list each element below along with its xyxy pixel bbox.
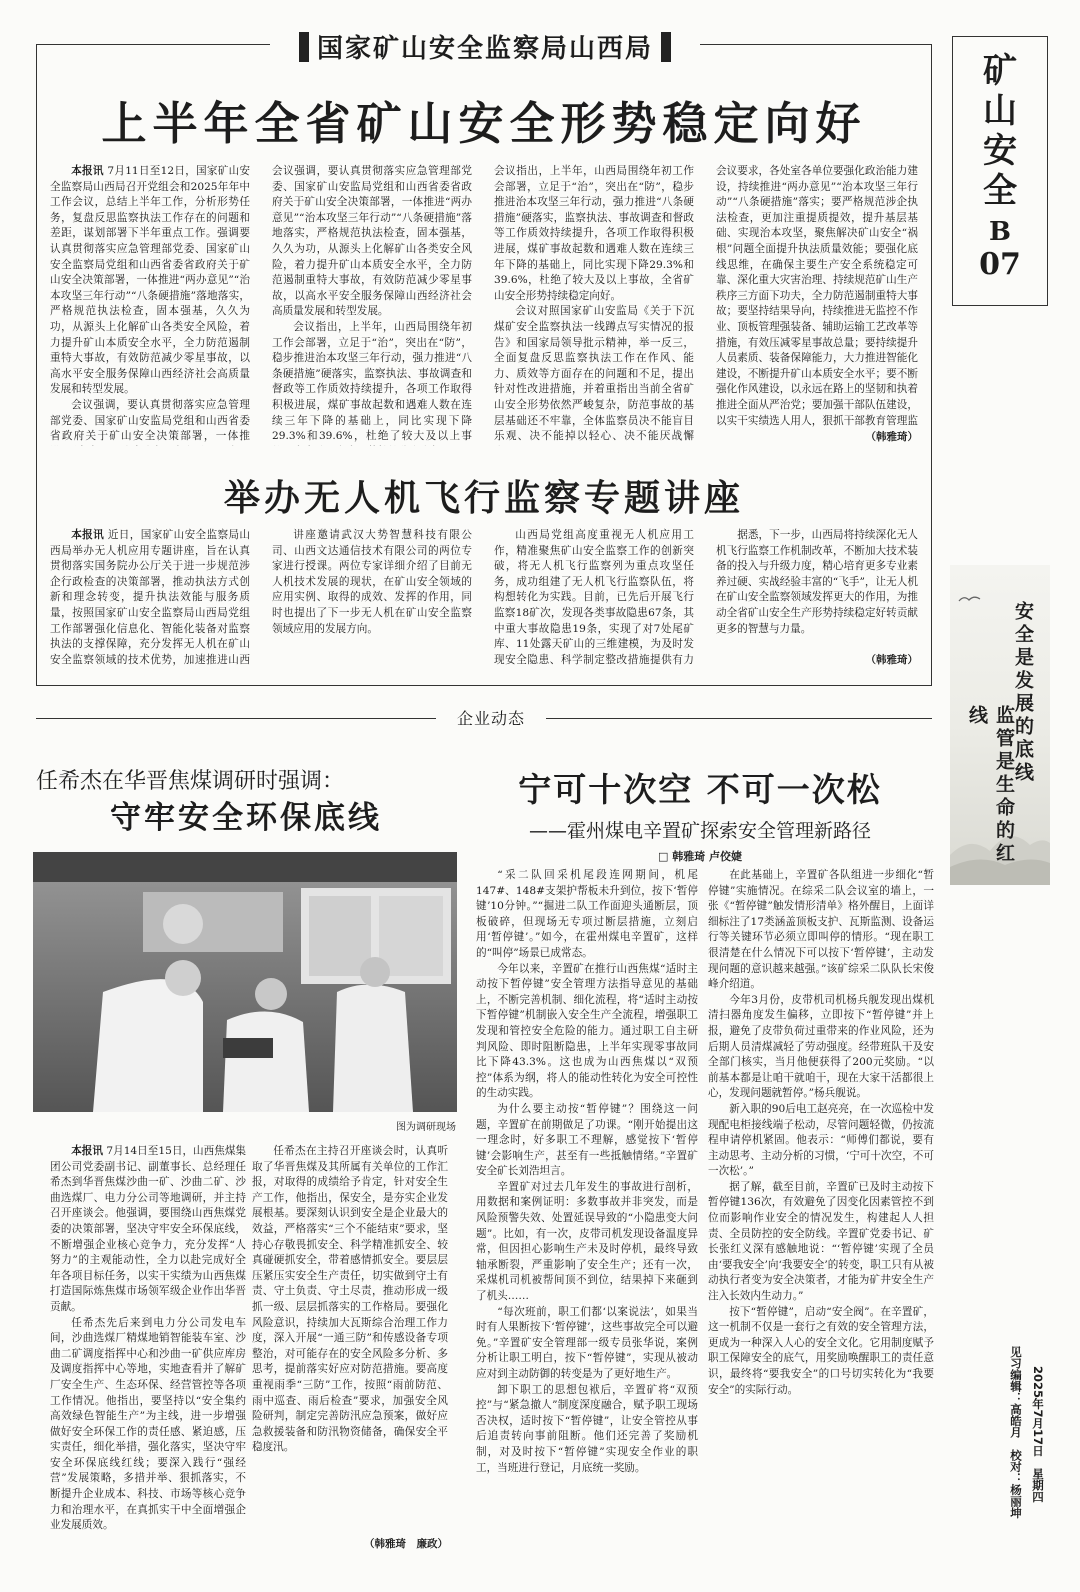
article1-col-2 [272, 164, 472, 446]
header-bar-right [661, 32, 671, 62]
article3-paragraph: 本报讯 7月14日至15日，山西焦煤集团公司党委副书记、副董事长、总经理任希杰到华晋焦煤沙曲一矿、沙曲二矿、沙曲选煤厂、电力分公司等地调研，并主持召开座谈会。他强调，要围绕山西焦煤党委的决策部署，坚决守牢安全环保底线，不断增强企业核心竞争力，充分发挥“人努力”的主观能动性，全力以赴完成好全年各项目标任务，以实干实绩为山西焦煤打造国际炼焦煤市场领军级企业作出华晋贡献。 [50, 1145, 246, 1313]
article2-col-2 [272, 528, 472, 668]
article1-paragraph: 会议强调，要认真贯彻落实应急管理部党委、国家矿山安监局党组和山西省委省政府关于矿山安全决策部署，一体推 [50, 398, 250, 443]
section-label [36, 704, 932, 734]
article1-paragraph: 会议指出，上半年，山西局围绕年初工作会部署，立足于“治”，突出在“防”，稳步推进治本攻坚三年行动，强力推进“八条硬措施”硬落实，监察执法、事故调查和督政等工作质效持续提升，各项工作取得积极进展，煤矿事故起数和遇难人数在连续三年下降的基础上，同比实现下降29.3%和39.6%，杜绝了较大及以上事故，全省矿山安全形势持续稳定向好。 [494, 165, 694, 302]
page-credits [1008, 1346, 1048, 1574]
article3-kicker: 任希杰在华晋焦煤调研时强调： [36, 769, 345, 794]
section-header-title: 国家矿山安全监察局山西局 [316, 34, 653, 64]
bird-icon [958, 593, 982, 607]
article1-lead: 本报讯 [71, 165, 104, 177]
article4-title: 宁可十次空 不可一次松 [518, 770, 882, 809]
masthead-title [953, 51, 1047, 211]
article1-byline: （韩雅琦） [865, 431, 918, 443]
article1-paragraph: 本报讯 7月11日至12日，国家矿山安全监察局山西局召开党组会和2025年年中工作会议，总结上半年工作，分析形势任务，复盘反思监察执法工作存在的问题和差距，谋划部署下半年重点工作。强调要认真贯彻落实应急管理部党委、国家矿山安全监察局党组和山西省委省政府关于矿山安全决策部署，一体推进“两办意见”“治本攻坚三年行动”“八条硬措施”落地落实，严格规范执法检查，固本强基，久久为功，从源头上化解矿山各类安全风险，着力提升矿山本质安全水平，全力防范遏制重特大事故，有效防范减少零星事故，以高水平安全服务保障山西经济社会高质量发展和转型发展。 [50, 165, 250, 396]
article4-paragraph: 新入职的90后电工赵亮亮，在一次巡检中发现配电柜接线端子松动，尽管问题轻微，仍按流程申请停机紧固。他表示：“师傅们都说，要有主动思考、主动分析的习惯，‘宁可十次空，不可一次松’。” [708, 1102, 934, 1178]
slogan-panel [950, 565, 1050, 885]
slogan-line-1: 安全是发展的底线 [1012, 601, 1034, 785]
article2-paragraph: 本报讯 近日，国家矿山安全监察局山西局举办无人机应用专题讲座，旨在认真贯彻落实国务院办公厅关于进一步规范涉企行政检查的决策部署，推动执法方式创新和理念转变，提升执法效能与服务质量，按照国家矿山安全监察局山西局党组工作部署强化信息化、智能化装备对监察执法的支撑保障，充分发挥无人机在矿山安全监察领域的技术优势，加速推进山西 [50, 529, 250, 666]
masthead-section: B [989, 217, 1011, 247]
article2-paragraph: 讲座邀请武汉大势智慧科技有限公司、山西文达通信技术有限公司的两位专家进行授课。两位专家详细介绍了目前无人机技术发展的现状，在矿山安全领域的应用实例、取得的成效、发挥的作用，同时也提出了下一步无人机在矿山安全监察领域应用的发展方向。 [272, 529, 472, 635]
section-header [270, 28, 700, 72]
masthead-char-2: 山 [983, 91, 1017, 131]
masthead-page: 07 [979, 247, 1021, 282]
issue-date: 2025年7月17日 星期四 [1031, 1366, 1045, 1503]
section-label-text: 企业动态 [456, 709, 525, 728]
article1-col-3 [494, 164, 694, 446]
article3-title: 守牢安全环保底线 [110, 800, 382, 836]
article2-title: 举办无人机飞行监察专题讲座 [223, 478, 744, 519]
article1-paragraph: 会议对照国家矿山安监局《关于下沉煤矿安全监察执法一线蹲点写实情况的报告》和国家局领导批示精神，举一反三，全面复盘反思监察执法工作在作风、能力、质效等方面存在的问题和不足，提出针对性改进措施，并着重指出当前全省矿山安全形势依然严峻复杂，防范事故的基层基础还不牢靠，全体监察员决不能盲目乐观、决不能掉以轻心、决不能厌战懈 [494, 305, 694, 443]
article1-title: 上半年全省矿山安全形势稳定向好 [101, 97, 867, 150]
header-bar-left [299, 32, 309, 62]
article4-col-2 [708, 868, 934, 1554]
article3-col-1 [50, 1144, 246, 1554]
article3-paragraph: 任希杰在主持召开座谈会时，认真听取了华晋焦煤及其所属有关单位的工作汇报，对取得的成绩给予肯定，针对安全生产工作，他指出，保安全，是夯实企业发展根基。要深刻认识到安全是企业最大的效益，严格落实“三个不能结束”要求，坚持心存敬畏抓安全、科学精准抓安全、较真碰硬抓安全，带着感情抓安全。要层层压紧压实安全生产责任，切实做到守土有责、守土负责、守土尽责，推动形成一级抓一级、层层抓落实的工作格局。要强化风险意识，持续加大瓦斯综合治理工作力度，深入开展“一通三防”和传感设备专项整治，对可能存在的安全风险多分析、多思考，提前落实好应对防范措施。要高度重视雨季“三防”工作，按照“雨前防范、雨中巡查、雨后检查”要求，加强安全风险研判，制定完善防汛应急预案，做好应急救援装备和防汛物资储备，确保安全平稳度汛。 [252, 1145, 448, 1454]
article4-paragraph: “采二队回采机尾段连网期间，机尾147#、148#支架护帮板未升到位，按下‘暂停键’10分钟。”“掘进二队工作面迎头通断层，顶板破碎，但现场无专项过断层措施，立刻启用‘暂停键’。”如今，在霍州煤电辛置矿，这样的“叫停”场景已成常态。 [476, 869, 698, 959]
section-label-line-right [546, 718, 932, 719]
article3-byline: （韩雅琦 廉政） [364, 1538, 448, 1550]
article2-byline: （韩雅琦） [865, 654, 918, 666]
article2-col-1 [50, 528, 250, 668]
article4-author: □ 韩雅琦 卢佼婕 [657, 850, 743, 863]
masthead-char-3: 安 [983, 131, 1017, 171]
article2-paragraph: 山西局党组高度重视无人机应用工作，精准聚焦矿山安全监察工作的创新突破，将无人机飞行监察列为重点攻坚任务，成功组建了无人机飞行监察队伍，将构想转化为实践。目前，已先后开展飞行监察18矿次，发现各类事故隐患67条，其中重大事故隐患19条，实现了对7处尾矿库、11处露天矿山的三维建模，为及时发现安全隐患、科学制定整改措施提供有力 [494, 529, 694, 666]
article4-paragraph: 今年以来，辛置矿在推行山西焦煤“适时主动按下暂停键”安全管理方法指导意见的基础上，不断完善机制、细化流程，将“适时主动按下暂停键”机制嵌入安全生产全流程，增强职工发现和管控安全危险的能力。通过职工自主研判风险、即时阻断隐患，上半年实现零事故同比下降43.3%。这也成为山西焦煤以“双预控”体系为纲，将人的能动性转化为安全可控性的生动实践。 [476, 962, 698, 1100]
article2-lead: 本报讯 [71, 529, 105, 541]
article1-paragraph: 会议强调，要认真贯彻落实应急管理部党委、国家矿山安监局党组和山西省委省政府关于矿山安全决策部署，一体推进“两办意见”“治本攻坚三年行动”“八条硬措施”落地落实，严格规范执法检查，固本强基，久久为功，从源头上化解矿山各类安全风险，着力提升矿山本质安全水平，全力防范遏制重特大事故，有效防范减少零星事故，以高水平安全服务保障山西经济社会高质量发展和转型发展。 [272, 165, 472, 318]
article4-paragraph: 今年3月份，皮带机司机杨兵舰发现出煤机清扫器角度发生偏移，立即按下“暂停键”并上报，避免了皮带负荷过重带来的作业风险，还为后期人员清煤减轻了劳动强度。经带班队干及安全部门核实，当月他便获得了200元奖励。“以前基本都是让咱干就咱干，现在大家干活都很上心，发现问题就暂停。”杨兵舰说。 [708, 993, 934, 1100]
research-photo [33, 852, 457, 1112]
slogan-line-2: 监管是生命的红线 [966, 705, 1015, 866]
editor-credit: 见习编辑：高皓月 校对：杨丽坤 [1009, 1346, 1023, 1519]
photo-illustration [33, 852, 457, 1112]
article4-paragraph: 按下“暂停键”，启动“安全阀”。在辛置矿，这一机制不仅是一套行之有效的安全管理方法，更成为一种深入人心的安全文化。它用制度赋予职工保障安全的底气，用奖励唤醒职工的责任意识，最终将“要我安全”的口号切实转化为“我要安全”的实际行动。 [708, 1305, 934, 1396]
article4-paragraph: “每次班前，职工们都‘以案说法’，如果当时有人果断按下‘暂停键’，这些事故完全可以避免。”辛置矿安全管理部一级专员张华说，案例分析让职工明白，按下“暂停键”，实现从被动应对到主动防御的转变是为了更好地生产。 [476, 1305, 698, 1380]
article4-col-1 [476, 868, 698, 1554]
article4-paragraph: 据了解，截至目前，辛置矿已及时主动按下暂停键136次，有效避免了因变化因素管控不到位而影响作业安全的情况发生，构建起人人担责、全员防控的安全防线。辛置矿党委书记、矿长张红义深有感触地说：“‘暂停键’实现了全员由‘要我安全’向‘我要安全’的转变，职工只有从被动执行者变为安全决策者，才能为矿井安全生产注入长效内生动力。” [708, 1180, 934, 1303]
article4-paragraph: 卸下职工的思想包袱后，辛置矿将“双预控”与“紧急撤人”制度深度融合，赋予职工现场否决权，适时按下“暂停键”，让安全管控从事后追责转向事前阻断。他们还完善了奖励机制，对及时按下“暂停键”实现安全作业的职工，当班进行登记，月底统一奖励。 [476, 1383, 698, 1474]
article4-paragraph: 辛置矿对过去几年发生的事故进行剖析，用数据和案例证明：多数事故并非突发，而是风险预警失效、处置延误导致的“小隐患变大问题”。比如，有一次，皮带司机发现设备温度异常，但因担心影响生产未及时停机，最终导致轴承断裂，严重影响了安全生产；还有一次，采煤机司机被帮间顶不到位，结果掉下来砸到了机头…… [476, 1180, 698, 1303]
article4-paragraph: 在此基础上，辛置矿各队组进一步细化“暂停键”实施情况。在综采二队会议室的墙上，一张《“暂停键”触发情形清单》格外醒目，上面详细标注了17类涵盖顶板支护、瓦斯监测、设备运行等关键环节必须立即叫停的情形。“现在职工很清楚在什么情况下可以按下‘暂停键’，主动发现问题的意识越来越强。”该矿综采二队队长宋俊峰介绍道。 [708, 869, 934, 991]
article3-lead: 本报讯 [71, 1145, 103, 1157]
article1-paragraph: 会议要求，各处室各单位要强化政治能力建设，持续推进“两办意见”“治本攻坚三年行动”“八条硬措施”落实；要严格规范涉企执法检查，更加注重提质提效，提升基层基础、实现治本攻坚，聚焦解决矿山安全“祸根”问题全面提升执法质量效能；要强化底线思维，在确保主要生产安全系统稳定可靠、深化重大灾害治理、持续规范矿山生产秩序三方面下功夫，全力防范遏制重特大事故；要坚持结果导向，持续推进无监控不作业、顶板管理强装备、辅助运输工艺改革等措施，有效压减零星事故总量；要持续提升人员素质、装备保障能力，大力推进智能化建设，不断提升矿山本质安全水平；要不断强化作风建设，以永远在路上的坚韧和执着推进全面从严治党；要加强干部队伍建设，以实干实绩选人用人，狠抓干部教育管理监 [716, 165, 918, 427]
article2-col-4 [716, 528, 918, 670]
article3-col-2 [252, 1144, 448, 1554]
article2-paragraph: 据悉，下一步，山西局将持续深化无人机飞行监察工作机制改革，不断加大技术装备的投入与升级力度，精心培育更多专业素养过硬、实战经验丰富的“飞手”，让无人机在矿山安全监察领域发挥更大的作用，为推动全省矿山安全生产形势持续稳定好转贡献更多的智慧与力量。 [716, 529, 918, 635]
article1-paragraph: 会议指出，上半年，山西局围绕年初工作会部署，立足于“治”，突出在“防”，稳步推进治本攻坚三年行动，强力推进“八条硬措施”硬落实，监察执法、事故调查和督政等工作质效持续提升，各项工作取得积极进展，煤矿事故起数和遇难人数在连续三年下降的基础上，同比实现下降29.3%和39.6%，杜绝了较大及以上事 [272, 320, 472, 443]
article1-col-4 [716, 164, 918, 446]
article2-col-3 [494, 528, 694, 668]
masthead [952, 36, 1048, 306]
section-label-line-left [36, 718, 436, 719]
photo-caption: 图为调研现场 [396, 1122, 456, 1133]
masthead-char-1: 矿 [983, 51, 1017, 91]
article4-subtitle: ——霍州煤电辛置矿探索安全管理新路径 [528, 820, 871, 842]
masthead-char-4: 全 [983, 171, 1017, 211]
article3-paragraph: 任希杰先后来到电力分公司发电车间，沙曲选煤厂精煤地销智能装车室、沙曲二矿调度指挥中心和沙曲一矿供应库房及调度指挥中心等地，实地查看并了解矿厂安全生产、生态环保、经营管控等各项工作情况。他指出，要坚持以“安全集约高效绿色智能生产”为主线，进一步增强做好安全环保工作的责任感、紧迫感，压实责任，细化举措，强化落实，坚决守牢安全环保底线红线；要深入践行“强经营”发展策略，多措并举、狠抓落实，不断提升企业成本、科技、市场等核心竞争力和治理水平，在真抓实干中全面增强企业发展质效。 [50, 1316, 246, 1532]
article1-col-1 [50, 164, 250, 446]
article4-paragraph: 为什么要主动按“暂停键”？围绕这一问题，辛置矿在前期做足了功课。“刚开始提出这一理念时，好多职工不理解，感觉按下‘暂停键’会影响生产，甚至有一些抵触情绪。”辛置矿安全矿长刘浩坦言。 [476, 1102, 698, 1178]
